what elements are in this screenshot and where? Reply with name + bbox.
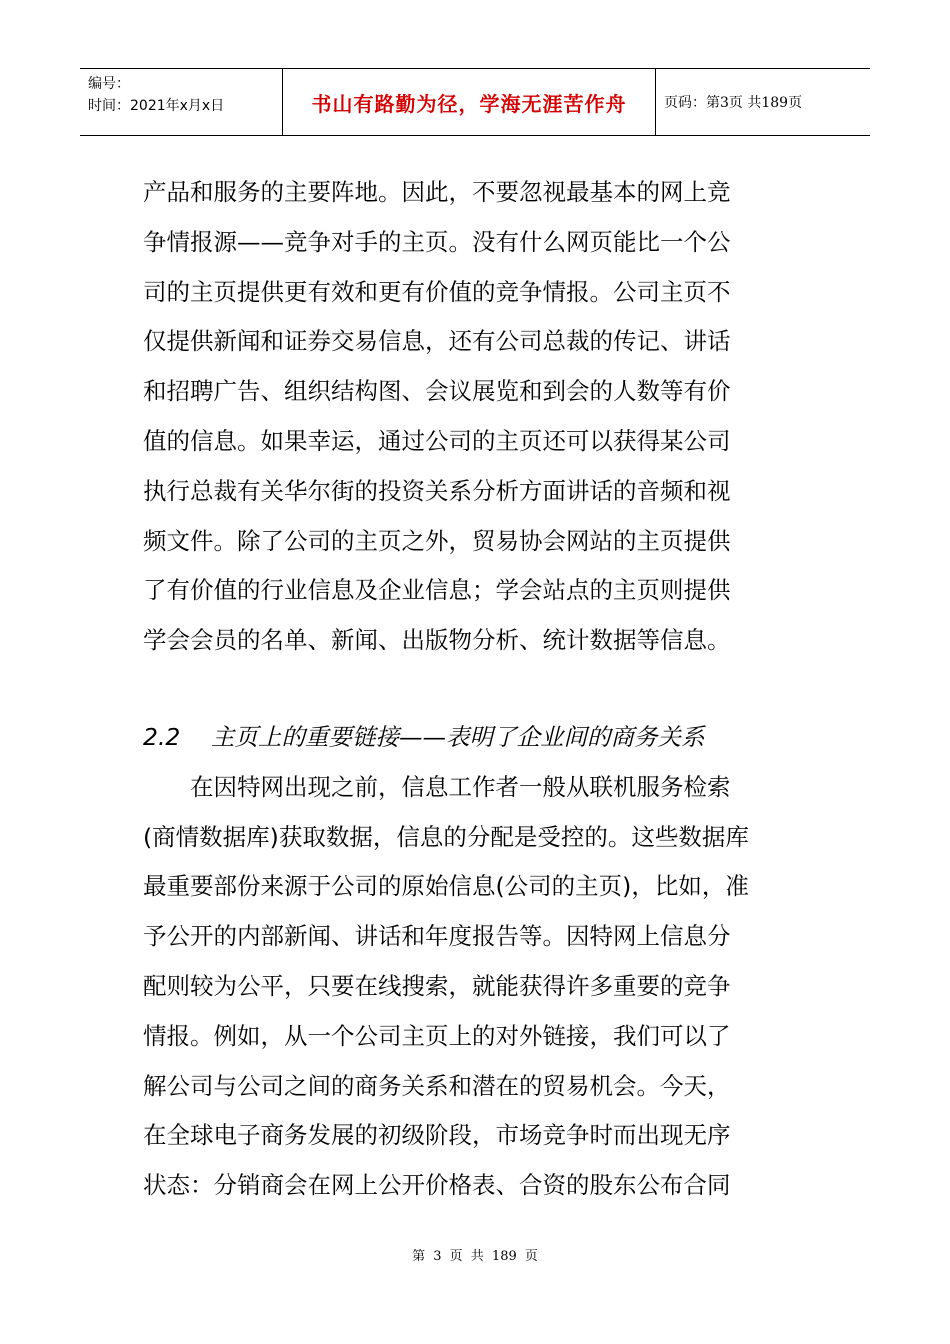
text-line: 学会会员的名单、新闻、出版物分析、统计数据等信息。 — [143, 626, 731, 655]
page-header — [80, 68, 870, 136]
text-line: 解公司与公司之间的商务关系和潜在的贸易机会。今天， — [143, 1071, 731, 1100]
paragraph-1 — [143, 168, 823, 666]
text-line: 在全球电子商务发展的初级阶段，市场竞争时而出现无序 — [143, 1121, 731, 1150]
text-line: 司的主页提供更有效和更有价值的竞争情报。公司主页不 — [143, 277, 731, 306]
text-line: 最重要部份来源于公司的原始信息(公司的主页)，比如，准 — [143, 872, 749, 901]
section-number: 2.2 — [143, 722, 181, 751]
text-line: 予公开的内部新闻、讲话和年度报告等。因特网上信息分 — [143, 922, 731, 951]
text-line: (商情数据库)获取数据，信息的分配是受控的。这些数据库 — [143, 822, 749, 851]
header-meta-cell — [80, 69, 283, 135]
document-body — [143, 168, 823, 1211]
text-line: 状态：分销商会在网上公开价格表、合资的股东公布合同 — [143, 1171, 731, 1200]
text-line: 争情报源——竞争对手的主页。没有什么网页能比一个公 — [143, 227, 731, 256]
text-line: 在因特网出现之前，信息工作者一般从联机服务检索 — [190, 772, 731, 801]
text-line: 仅提供新闻和证券交易信息，还有公司总裁的传记、讲话 — [143, 327, 731, 356]
text-line: 执行总裁有关华尔街的投资关系分析方面讲话的音频和视 — [143, 476, 731, 505]
header-motto: 书山有路勤为径，学海无涯苦作舟 — [283, 69, 656, 135]
text-line: 值的信息。如果幸运，通过公司的主页还可以获得某公司 — [143, 426, 731, 455]
text-line: 和招聘广告、组织结构图、会议展览和到会的人数等有价 — [143, 377, 731, 406]
header-number-label: 编号： — [88, 76, 130, 92]
section-title: 主页上的重要链接——表明了企业间的商务关系 — [211, 722, 705, 751]
page-footer: 第 3 页 共 189 页 — [412, 1249, 538, 1264]
text-line: 情报。例如，从一个公司主页上的对外链接，我们可以了 — [143, 1021, 731, 1050]
header-date-label: 时间：2021年x月x日 — [88, 98, 225, 114]
text-line: 配则较为公平，只要在线搜索，就能获得许多重要的竞争 — [143, 971, 731, 1000]
header-page-info: 页码：第3页 共189页 — [664, 95, 803, 111]
text-line: 了有价值的行业信息及企业信息；学会站点的主页则提供 — [143, 576, 731, 605]
paragraph-2 — [143, 763, 823, 1211]
text-line: 产品和服务的主要阵地。因此，不要忽视最基本的网上竞 — [143, 178, 731, 206]
text-line: 频文件。除了公司的主页之外，贸易协会网站的主页提供 — [143, 526, 731, 555]
section-heading — [143, 713, 823, 763]
